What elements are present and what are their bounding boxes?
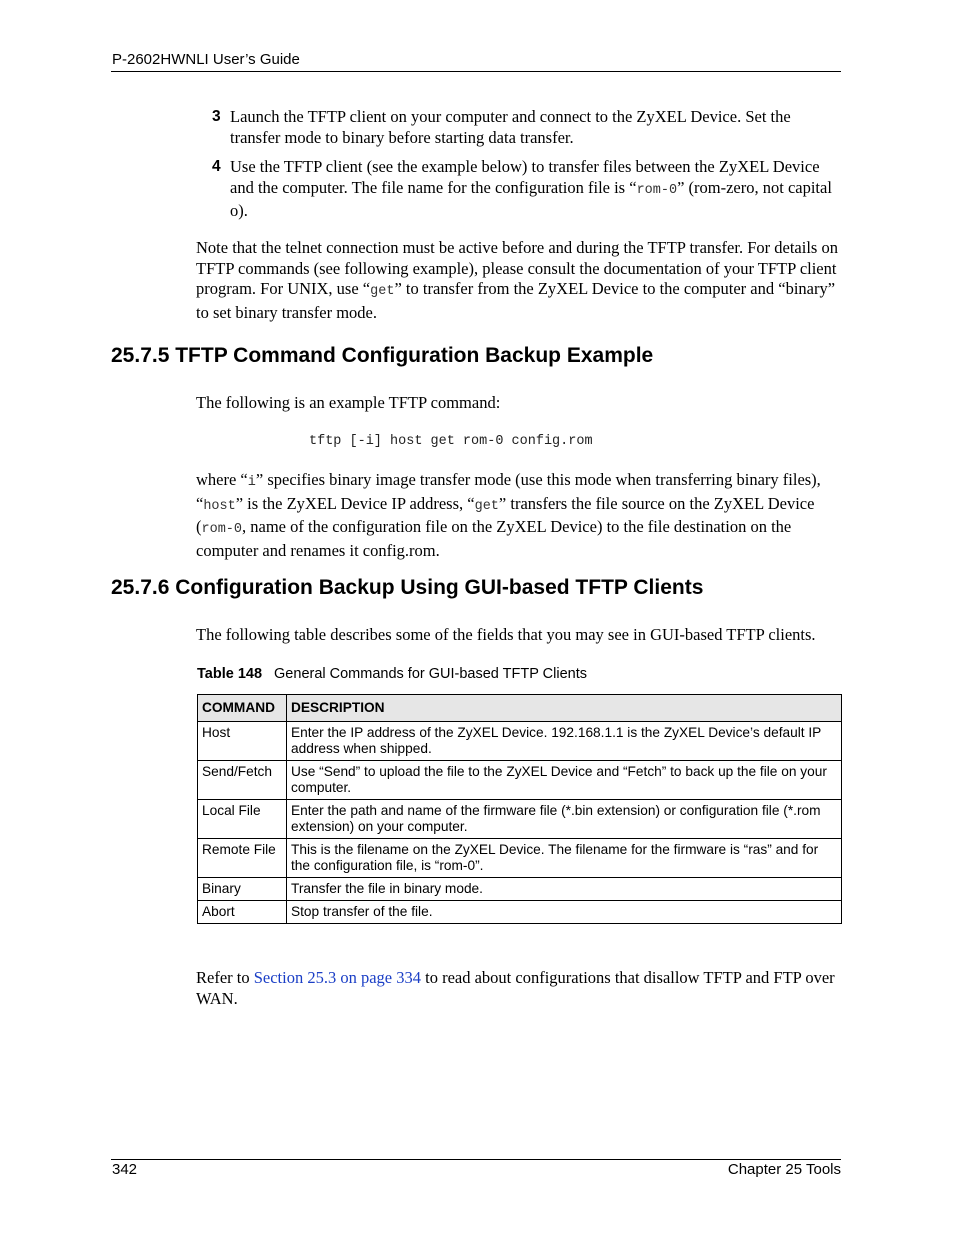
paragraph-text: to read about configurations that disallow TFTP and FTP over WAN.: [196, 968, 835, 1008]
table-caption-text: General Commands for GUI-based TFTP Clients: [274, 666, 587, 682]
section-heading-25-7-6: 25.7.6 Configuration Backup Using GUI-based TFTP Clients: [111, 576, 704, 599]
step-3: [212, 107, 842, 148]
tftp-command-example: tftp [-i] host get rom-0 config.rom: [309, 434, 593, 449]
step-number: 4: [212, 158, 221, 175]
paragraph-text: ” to transfer from the ZyXEL Device to the computer and “binary” to set binary transfer mode.: [196, 279, 836, 322]
step-number: 3: [212, 108, 221, 125]
paragraph-text: ” transfers the file source on the ZyXEL Device (: [196, 493, 815, 536]
table-row: [198, 878, 842, 901]
inline-code: i: [247, 475, 256, 490]
column-header-description: DESCRIPTION: [287, 695, 842, 722]
page-number: 342: [112, 1161, 138, 1178]
table-caption: [197, 666, 587, 682]
command-cell: Send/Fetch: [198, 761, 287, 800]
table-intro: The following table describes some of the fields that you may see in GUI-based TFTP clients.: [196, 625, 816, 644]
telnet-note-paragraph: [196, 238, 842, 323]
command-cell: Local File: [198, 800, 287, 839]
command-cell: Abort: [198, 901, 287, 924]
step-text-part: Use the TFTP client (see the example below) to transfer files between the ZyXEL Device and the computer. The file name for the configuration file is “: [230, 157, 820, 197]
command-cell: Binary: [198, 878, 287, 901]
inline-code: get: [474, 498, 499, 514]
example-intro: The following is an example TFTP command:: [196, 393, 501, 412]
description-cell: Stop transfer of the file.: [287, 901, 842, 924]
table-caption-number: Table 148: [197, 666, 263, 682]
header-divider: [111, 71, 841, 72]
table-row: [198, 722, 842, 761]
footer-divider: [111, 1159, 841, 1160]
section-heading-25-7-5: 25.7.5 TFTP Command Configuration Backup Example: [111, 344, 654, 367]
inline-code: host: [203, 498, 236, 514]
inline-code: rom-0: [201, 522, 243, 537]
table-row: [198, 901, 842, 924]
step-text: Launch the TFTP client on your computer and connect to the ZyXEL Device. Set the transfer mode to binary before starting data transfer.: [230, 107, 791, 147]
command-cell: Host: [198, 722, 287, 761]
description-cell: Enter the IP address of the ZyXEL Device. 192.168.1.1 is the ZyXEL Device’s default IP address when shipped.: [287, 722, 842, 761]
table-row: [198, 761, 842, 800]
description-cell: Enter the path and name of the firmware file (*.bin extension) or configuration file (*.rom extension) on your computer.: [287, 800, 842, 839]
paragraph-text: , name of the configuration file on the ZyXEL Device) to the file destination on the computer and renames it config.rom.: [196, 517, 792, 560]
command-cell: Remote File: [198, 839, 287, 878]
section-25-3-link[interactable]: Section 25.3 on page 334: [253, 968, 421, 987]
paragraph-text: ” specifies binary image transfer mode (use this mode when transferring binary files), “: [196, 470, 821, 513]
step-text-part: ” (rom-zero, not capital o).: [230, 177, 832, 220]
tftp-commands-table: [197, 694, 842, 924]
step-4: [212, 157, 842, 222]
table-row: [198, 800, 842, 839]
description-cell: Transfer the file in binary mode.: [287, 878, 842, 901]
running-header-title: P-2602HWNLI User’s Guide: [112, 51, 300, 68]
description-cell: Use “Send” to upload the file to the ZyXEL Device and “Fetch” to back up the file on your computer.: [287, 761, 842, 800]
table-header-row: [198, 695, 842, 722]
paragraph-text: where “: [196, 470, 248, 489]
command-explanation: [196, 470, 842, 561]
paragraph-text: ” is the ZyXEL Device IP address, “: [235, 493, 475, 513]
inline-code: get: [370, 284, 395, 299]
refer-paragraph: [196, 968, 842, 1009]
inline-code: rom-0: [636, 182, 678, 198]
paragraph-text: Note that the telnet connection must be active before and during the TFTP transfer. For details on TFTP commands (see following example), please consult the documentation of your TFTP client program. For UNIX, use “: [196, 238, 838, 298]
paragraph-text: Refer to: [196, 968, 254, 987]
chapter-title: Chapter 25 Tools: [727, 1161, 841, 1178]
table-row: [198, 839, 842, 878]
step-text: [230, 157, 842, 222]
description-cell: This is the filename on the ZyXEL Device. The filename for the firmware is “ras” and for the configuration file, is “rom-0”.: [287, 839, 842, 878]
column-header-command: COMMAND: [198, 695, 287, 722]
